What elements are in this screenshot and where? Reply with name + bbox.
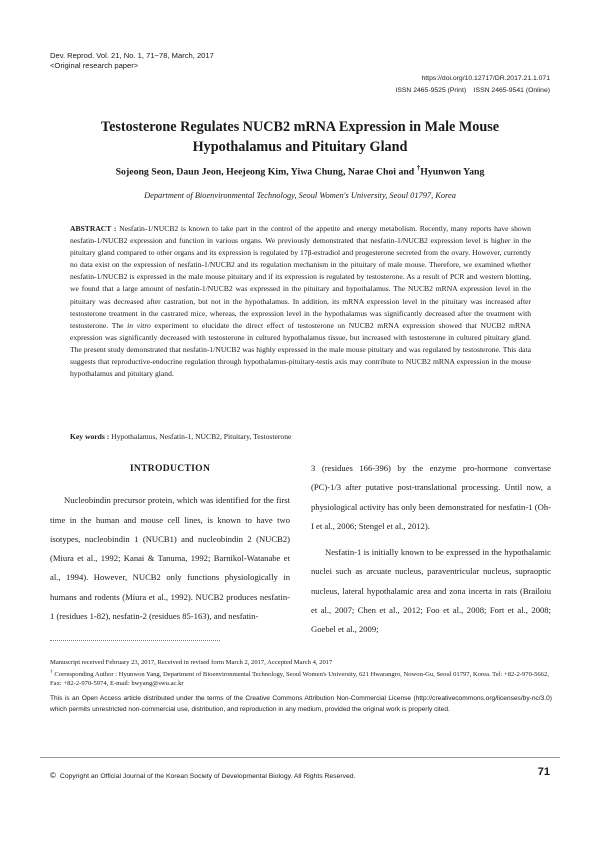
- section-heading-introduction: INTRODUCTION: [129, 463, 211, 474]
- author-list: [0, 164, 600, 177]
- intro-paragraph-2: Nesfatin-1 is initially known to be expressed in the hypothalamic nuclei such as arcuate nucleus, paraventricular nucleus, supraoptic nucleus, lateral hypothalamic area and zona incerta in rats (Brailoiu et al., 2007; Chen et al., 2012; Foo et al., 2008; Fort et al., 2008; Goebel et al., 2009;: [311, 547, 551, 635]
- abstract-italic: in vitro: [127, 320, 151, 330]
- corresponding-author: Hyunwon Yang: [420, 166, 485, 178]
- keywords: [70, 431, 531, 443]
- corresponding-footnote: [50, 668, 552, 689]
- affiliation: Department of Bioenvironmental Technology, Seoul Women's University, Seoul 01797, Korea: [144, 191, 456, 200]
- journal-citation: Dev. Reprod. Vol. 21, No. 1, 71~78, March, 2017: [50, 51, 214, 60]
- corresponding-mark: †: [416, 164, 421, 172]
- copyright-text: Copyright an Official Journal of the Korean Society of Developmental Biology. All Rights Reserved.: [59, 773, 356, 780]
- abstract-text-1: Nesfatin-1/NUCB2 is known to take part in the control of the appetite and energy metabolism. Recently, many reports have shown nesfatin-1/NUCB2 expression and function in various organs. We previously demonstrated that nesfatin-1/NUCB2 expression level is higher in the pituitary gland compared to other organs and its expression is regulated by 17β-estradiol and progesterone secreted from the ovary. However, currently no data exist on the expression of nesfatin-1/NUCB2 and its regulation mechanism in the pituitary of male mouse. Therefore, we examined whether nesfatin-1/NUCB2 is expressed in the male mouse pituitary and if its expression is regulated by testosterone. As a result of PCR and western blotting, we found that a large amount of nesfatin-1/NUCB2 was expressed in the pituitary and hypothalamus. The NUCB2 mRNA expression level in the pituitary was decreased after castration, but not in the hypothalamus. In addition, its mRNA expression level in the pituitary was increased after testosterone treatment in the castrated mice, whereas, the expression level in the hypothalamus was significantly decreased after the treatment with testosterone. The: [70, 224, 531, 330]
- copyright-line: [50, 771, 355, 780]
- right-column: [311, 459, 551, 640]
- intro-paragraph-1: Nucleobindin precursor protein, which was identified for the first time in the human and mouse cell lines, is known to have two isotypes, nucleobindin 1 (NUCB1) and nucleobindin 2 (NUCB2) (Miura et al., 1992; Kanai & Tanuma, 1992; Barnikol-Watanabe et al., 1994). However, NUCB2 only functions physiologically in humans and rodents (Miura et al., 1992). NUCB2 produces nesfatin-1 (residues 1-82), nesfatin-2 (residues 85-163), and nesfatin-: [50, 495, 290, 622]
- manuscript-dates: Manuscript received February 23, 2017, Received in revised form March 2, 2017, Accepted March 4, 2017: [50, 659, 333, 666]
- copyright-icon: ©: [50, 771, 56, 780]
- issn: ISSN 2465-9525 (Print) ISSN 2465-9541 (Online): [395, 87, 550, 94]
- page-number: 71: [537, 766, 550, 778]
- keywords-label: Key words :: [70, 432, 110, 441]
- author-names: Sojeong Seon, Daun Jeon, Heejeong Kim, Yiwa Chung, Narae Choi and: [115, 166, 415, 178]
- abstract: [70, 223, 531, 380]
- license-statement: This is an Open Access article distributed under the terms of the Creative Commons Attribution Non-Commercial License (http://creativecommons.org/licenses/by-nc/3.0) which permits unrestricted non-commercial use, distribution, and reproduction in any medium, provided the original work is properly cited.: [50, 695, 552, 713]
- corresponding-details: Corresponding Author : Hyunwon Yang, Department of Bioenvironmental Technology, Seoul Women's University, 621 Hwarangro, Nowon-Gu, Seoul 01797, Korea. Tel: +82-2-970-5662, Fax: +82-2-970-5974, E-mail: hwyang@swu.ac.kr: [50, 671, 549, 688]
- footer-divider: [40, 757, 560, 758]
- abstract-label: ABSTRACT :: [70, 224, 117, 233]
- paper-title: [0, 117, 600, 157]
- left-column: [50, 459, 290, 626]
- doi-link[interactable]: https://doi.org/10.12717/DR.2017.21.1.071: [421, 75, 550, 82]
- footnote-dagger: †: [50, 669, 53, 675]
- title-line-1: Testosterone Regulates NUCB2 mRNA Expression in Male Mouse: [100, 119, 500, 135]
- intro-paragraph-1-continued: 3 (residues 166-396) by the enzyme pro-hormone convertase (PC)-1/3 after putative post-translational processing. Until now, a physiological activity has only been demonstrated for nesfatin-1 (Oh-I et al., 2006; Stengel et al., 2012).: [311, 463, 551, 531]
- journal-header: [50, 51, 214, 71]
- keywords-text: Hypothalamus, Nesfatin-1, NUCB2, Pituitary, Testosterone: [111, 432, 292, 441]
- doi-block: [395, 73, 550, 97]
- abstract-text-2: experiment to elucidate the direct effect of testosterone on NUCB2 mRNA expression showed that NUCB2 mRNA expression was significantly decreased with testosterone in cultured hypothalamus tissue, but increased with testosterone in cultured pituitary gland. The present study demonstrated that nesfatin-1/NUCB2 was highly expressed in the male mouse pituitary and was regulated by testosterone. This data suggests that reproductive-endocrine regulation through hypothalamus-pituitary-testis axis may contribute to NUCB2 mRNA expression in the mouse hypothalamus and pituitary gland.: [70, 320, 531, 379]
- paper-type: <Original research paper>: [50, 61, 139, 70]
- title-line-2: Hypothalamus and Pituitary Gland: [192, 139, 408, 155]
- footnote-divider: [50, 640, 220, 641]
